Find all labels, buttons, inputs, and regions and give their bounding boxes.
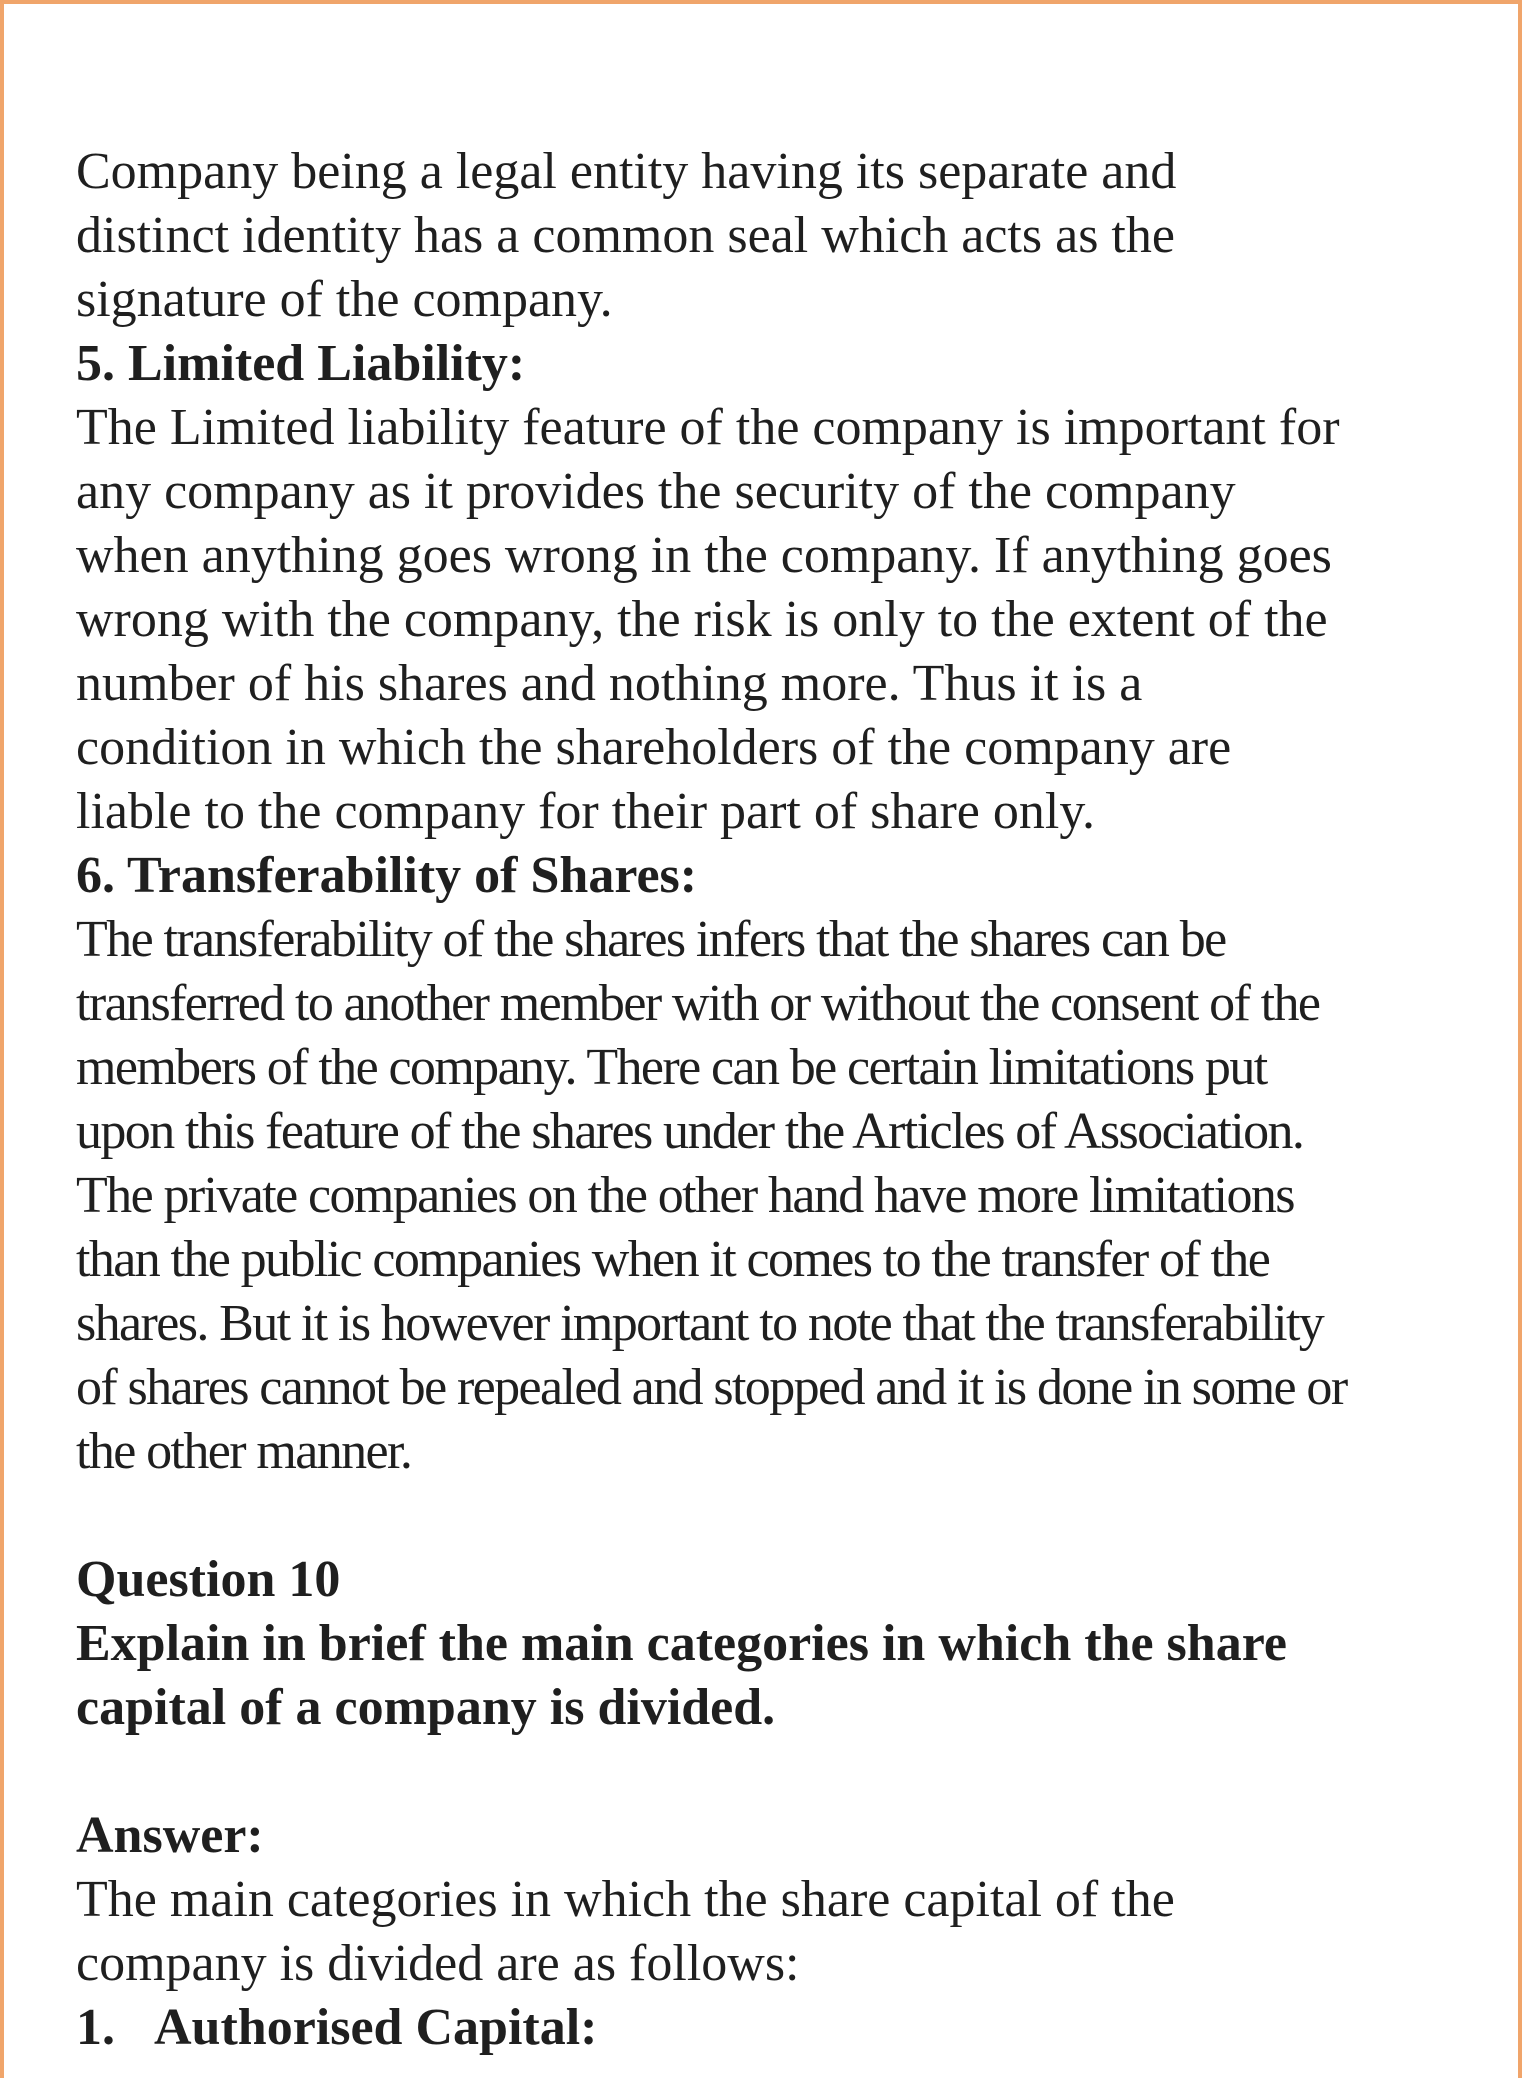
question-text <box>76 1612 1476 1740</box>
text-line: condition in which the shareholders of the company are <box>76 719 1232 776</box>
text-line: Company being a legal entity having its separate and <box>76 143 1177 200</box>
text-line: capital of a company is divided. <box>76 1679 776 1736</box>
text-line: upon this feature of the shares under the Articles of Association. <box>76 1103 1304 1160</box>
heading-limited-liability: 5. Limited Liability: <box>76 335 526 392</box>
spacer <box>76 1484 1476 1548</box>
heading-transferability-of-shares: 6. Transferability of Shares: <box>76 847 698 904</box>
text-line: of shares cannot be repealed and stopped and it is done in some or <box>76 1359 1347 1416</box>
text-line: any company as it provides the security of the company <box>76 463 1236 520</box>
text-line: liable to the company for their part of share only. <box>76 783 1095 840</box>
paragraph-common-seal <box>76 140 1476 332</box>
text-line: the other manner. <box>76 1423 412 1480</box>
paragraph-limited-liability <box>76 396 1476 844</box>
text-line: number of his shares and nothing more. Thus it is a <box>76 655 1143 712</box>
text-line: signature of the company. <box>76 271 613 328</box>
text-line: company is divided are as follows: <box>76 1935 800 1992</box>
list-item-label: Authorised Capital: <box>154 1999 598 2056</box>
question-title: Question 10 <box>76 1551 341 1608</box>
text-line: Explain in brief the main categories in which the share <box>76 1615 1287 1672</box>
list-item-authorised-capital <box>76 1996 1476 2060</box>
text-line: members of the company. There can be certain limitations put <box>76 1039 1267 1096</box>
list-item-number: 1. <box>76 1999 115 2056</box>
text-line: than the public companies when it comes to the transfer of the <box>76 1231 1270 1288</box>
text-line: transferred to another member with or without the consent of the <box>76 975 1320 1032</box>
answer-label: Answer: <box>76 1807 264 1864</box>
page-content <box>76 140 1476 2060</box>
spacer <box>76 1740 1476 1804</box>
text-line: wrong with the company, the risk is only to the extent of the <box>76 591 1328 648</box>
text-line: when anything goes wrong in the company. If anything goes <box>76 527 1332 584</box>
text-line: The transferability of the shares infers that the shares can be <box>76 911 1226 968</box>
paragraph-transferability <box>76 908 1476 1484</box>
text-line: The Limited liability feature of the company is important for <box>76 399 1340 456</box>
text-line: The main categories in which the share capital of the <box>76 1871 1175 1928</box>
answer-text <box>76 1868 1476 1996</box>
text-line: The private companies on the other hand have more limitations <box>76 1167 1294 1224</box>
text-line: distinct identity has a common seal which acts as the <box>76 207 1175 264</box>
text-line: shares. But it is however important to note that the transferability <box>76 1295 1324 1352</box>
